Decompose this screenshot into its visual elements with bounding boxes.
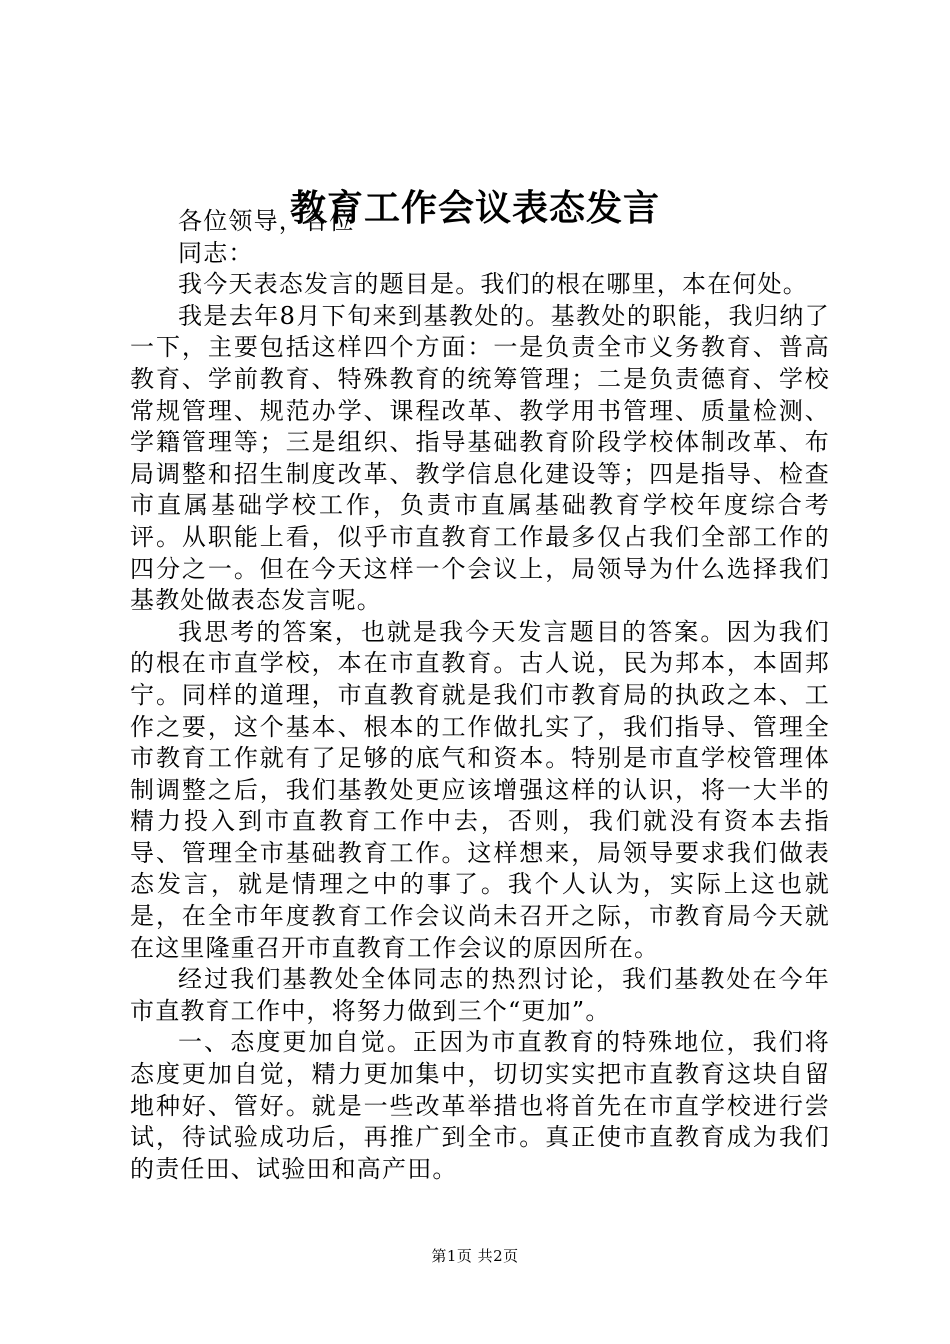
document-body	[130, 206, 830, 1185]
greeting-line-1: 各位领导，各位	[178, 207, 355, 235]
greeting-line-2: 同志：	[178, 238, 254, 267]
page-footer	[0, 1245, 950, 1267]
paragraph-answer: 我思考的答案，也就是我今天发言题目的答案。因为我们的根在市直学校，本在市直教育。古人说，民为邦本，本固邦宁。同样的道理，市直教育就是我们市教育局的执政之本、工作之要，这个基本、根本的工作做扎实了，我们指导、管理全市教育工作就有了足够的底气和资本。特别是市直学校管理体制调整之后，我们基教处更应该增强这样的认识，将一大半的精力投入到市直教育工作中去，否则，我们就没有资本去指导、管理全市基础教育工作。这样想来，局领导要求我们做表态发言，就是情理之中的事了。我个人认为，实际上这也就是，在全市年度教育工作会议尚未召开之际，市教育局今天就在这里隆重召开市直教育工作会议的原因所在。	[130, 617, 830, 962]
paragraph-topic: 我今天表态发言的题目是。我们的根在哪里，本在何处。	[178, 270, 808, 299]
paragraph-functions: 我是去年8月下旬来到基教处的。基教处的职能，我归纳了一下，主要包括这样四个方面：一是负责全市义务教育、普高教育、学前教育、特殊教育的统筹管理；二是负责德育、学校常规管理、规范办学、课程改革、教学用书管理、质量检测、学籍管理等；三是组织、指导基础教育阶段学校体制改革、布局调整和招生制度改革、教学信息化建设等；四是指导、检查市直属基础学校工作，负责市直属基础教育学校年度综合考评。从职能上看，似乎市直教育工作最多仅占我们全部工作的四分之一。但在今天这样一个会议上，局领导为什么选择我们基教处做表态发言呢。	[130, 301, 830, 615]
document-title: 教育工作会议表态发言	[289, 187, 660, 229]
paragraph-point-one: 一、态度更加自觉。正因为市直教育的特殊地位，我们将态度更加自觉，精力更加集中，切切实实把市直教育这块自留地种好、管好。就是一些改革举措也将首先在市直学校进行尝试，待试验成功后，再推广到全市。真正使市直教育成为我们的责任田、试验田和高产田。	[130, 1028, 830, 1183]
paragraph-discussion: 经过我们基教处全体同志的热烈讨论，我们基教处在今年市直教育工作中，将努力做到三个“更加”。	[130, 965, 830, 1025]
page-number-label: 第1页 共2页	[431, 1247, 519, 1265]
